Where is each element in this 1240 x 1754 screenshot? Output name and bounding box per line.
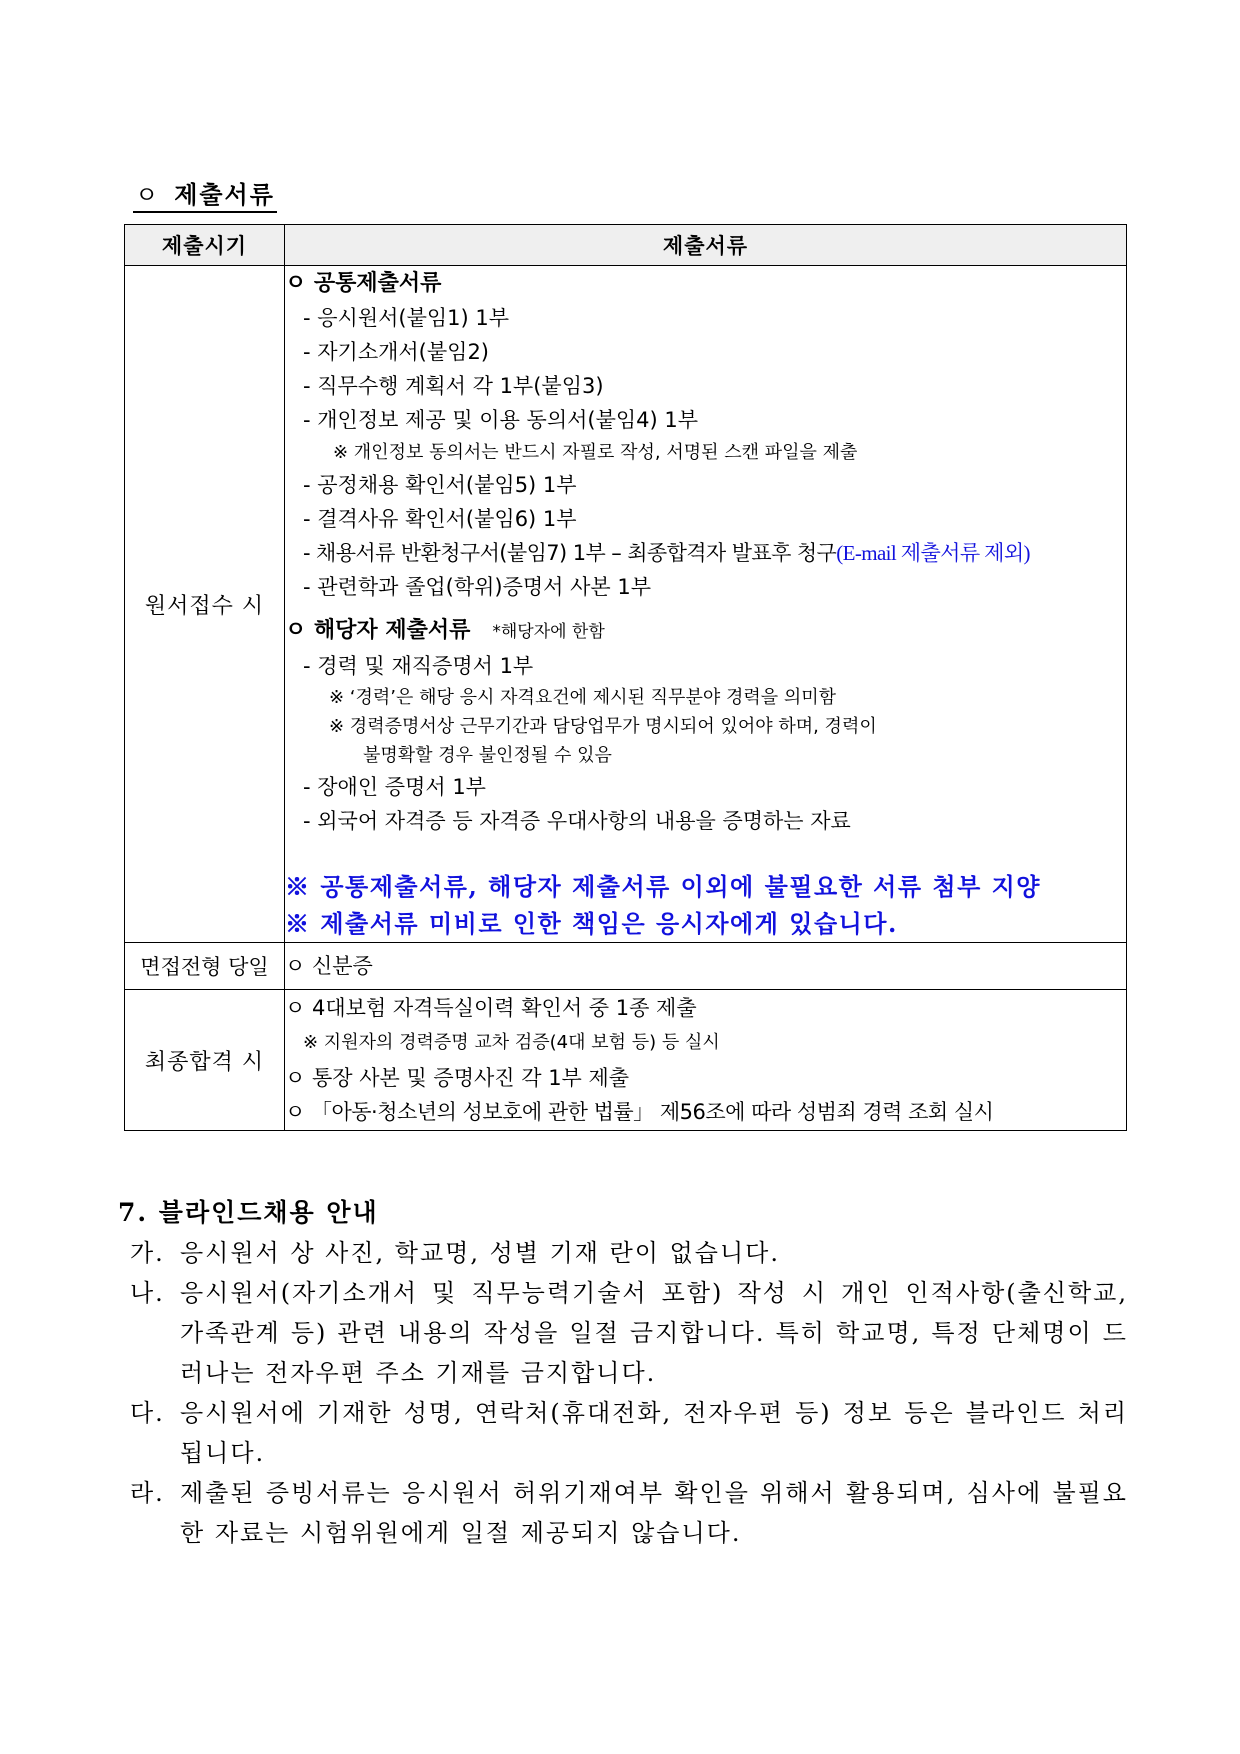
email-exclusion-note: (E-mail 제출서류 제외) bbox=[836, 541, 1030, 565]
list-item bbox=[130, 1273, 1128, 1393]
table-header-row bbox=[125, 225, 1127, 266]
final-item: ㅇ 4대보험 자격득실이력 확인서 중 1종 제출 bbox=[285, 996, 697, 1020]
applicable-docs-title bbox=[285, 614, 1126, 649]
timing-interview: 면접전형 당일 bbox=[125, 943, 285, 990]
list-item: - 공정채용 확인서(붙임5) 1부 bbox=[303, 473, 577, 497]
career-note: 불명확할 경우 불인정될 수 있음 bbox=[363, 745, 612, 766]
item-label: 라. bbox=[130, 1479, 165, 1507]
list-item: - 직무수행 계획서 각 1부(붙임3) bbox=[303, 374, 604, 398]
list-item: - 개인정보 제공 및 이용 동의서(붙임4) 1부 bbox=[303, 408, 699, 432]
list-item bbox=[130, 1393, 1128, 1473]
career-note: ※ 경력증명서상 근무기간과 담당업무가 명시되어 있어야 하며, 경력이 bbox=[329, 716, 877, 737]
timing-final: 최종합격 시 bbox=[125, 990, 285, 1131]
content-interview bbox=[285, 943, 1127, 990]
content-final bbox=[285, 990, 1127, 1131]
item-label: 가. bbox=[130, 1239, 165, 1267]
list-item: - 결격사유 확인서(붙임6) 1부 bbox=[303, 507, 577, 531]
table-row-application bbox=[125, 266, 1127, 943]
content-application bbox=[285, 266, 1127, 943]
timing-application: 원서접수 시 bbox=[125, 266, 285, 943]
common-docs-title: ㅇ 공통제출서류 bbox=[285, 271, 442, 296]
list-item: - 응시원서(붙임1) 1부 bbox=[303, 306, 510, 330]
list-item: - 경력 및 재직증명서 1부 bbox=[303, 654, 534, 678]
list-item bbox=[130, 1473, 1128, 1553]
bullet-marker: ㅇ bbox=[135, 181, 161, 209]
table-row-final bbox=[125, 990, 1127, 1131]
list-item: - 외국어 자격증 등 자격증 우대사항의 내용을 증명하는 자료 bbox=[303, 809, 851, 833]
career-note: ※ ‘경력’은 해당 응시 자격요건에 제시된 직무분야 경력을 의미함 bbox=[329, 687, 836, 708]
header-timing: 제출시기 bbox=[125, 225, 285, 266]
applicable-title-text: ㅇ 해당자 제출서류 bbox=[285, 618, 471, 643]
list-item-return bbox=[285, 536, 1126, 570]
final-item: ㅇ 통장 사본 및 증명사진 각 1부 제출 bbox=[285, 1066, 630, 1090]
table-row-interview bbox=[125, 943, 1127, 990]
interview-item: ㅇ 신분증 bbox=[285, 954, 373, 978]
list-item bbox=[130, 1233, 1128, 1273]
warning-text: ※ 제출서류 미비로 인한 책임은 응시자에게 있습니다. bbox=[285, 909, 898, 938]
list-item: - 관련학과 졸업(학위)증명서 사본 1부 bbox=[303, 575, 652, 599]
warning-text: ※ 공통제출서류, 해당자 제출서류 이외에 불필요한 서류 첨부 지양 bbox=[285, 872, 1041, 901]
list-item: - 자기소개서(붙임2) bbox=[303, 340, 490, 364]
item-text: 제출된 증빙서류는 응시원서 허위기재여부 확인을 위해서 활용되며, 심사에 불필요한 자료는 시험위원에게 일절 제공되지 않습니다. bbox=[180, 1479, 1128, 1547]
item-text: 응시원서(자기소개서 및 직무능력기술서 포함) 작성 시 개인 인적사항(출신학교, 가족관계 등) 관련 내용의 작성을 일절 금지합니다. 특히 학교명, 특정 단체명이 드러나는 전자우편 주소 기재를 금지합니다. bbox=[180, 1279, 1128, 1387]
item-label: 나. bbox=[130, 1279, 165, 1307]
item-text: 응시원서 상 사진, 학교명, 성별 기재 란이 없습니다. bbox=[180, 1239, 780, 1267]
item-label: 다. bbox=[130, 1399, 165, 1427]
final-item: ㅇ 「아동·청소년의 성보호에 관한 법률」 제56조에 따라 성범죄 경력 조회 실시 bbox=[285, 1100, 994, 1124]
documents-table bbox=[124, 224, 1127, 1131]
applicable-note: *해당자에 한함 bbox=[492, 622, 605, 642]
section-heading bbox=[133, 181, 277, 213]
privacy-note: ※ 개인정보 동의서는 반드시 자필로 작성, 서명된 스캔 파일을 제출 bbox=[333, 442, 858, 463]
blind-hiring-title: 7. 블라인드채용 안내 bbox=[118, 1198, 379, 1227]
section-title: 제출서류 bbox=[174, 181, 275, 209]
return-item-text: - 채용서류 반환청구서(붙임7) 1부 – 최종합격자 발표후 청구 bbox=[303, 541, 837, 565]
final-note: ※ 지원자의 경력증명 교차 검증(4대 보험 등) 등 실시 bbox=[303, 1032, 720, 1053]
blind-hiring-list bbox=[130, 1233, 1128, 1553]
item-text: 응시원서에 기재한 성명, 연락처(휴대전화, 전자우편 등) 정보 등은 블라인드 처리됩니다. bbox=[180, 1399, 1128, 1467]
list-item: - 장애인 증명서 1부 bbox=[303, 775, 486, 799]
header-documents: 제출서류 bbox=[285, 225, 1127, 266]
